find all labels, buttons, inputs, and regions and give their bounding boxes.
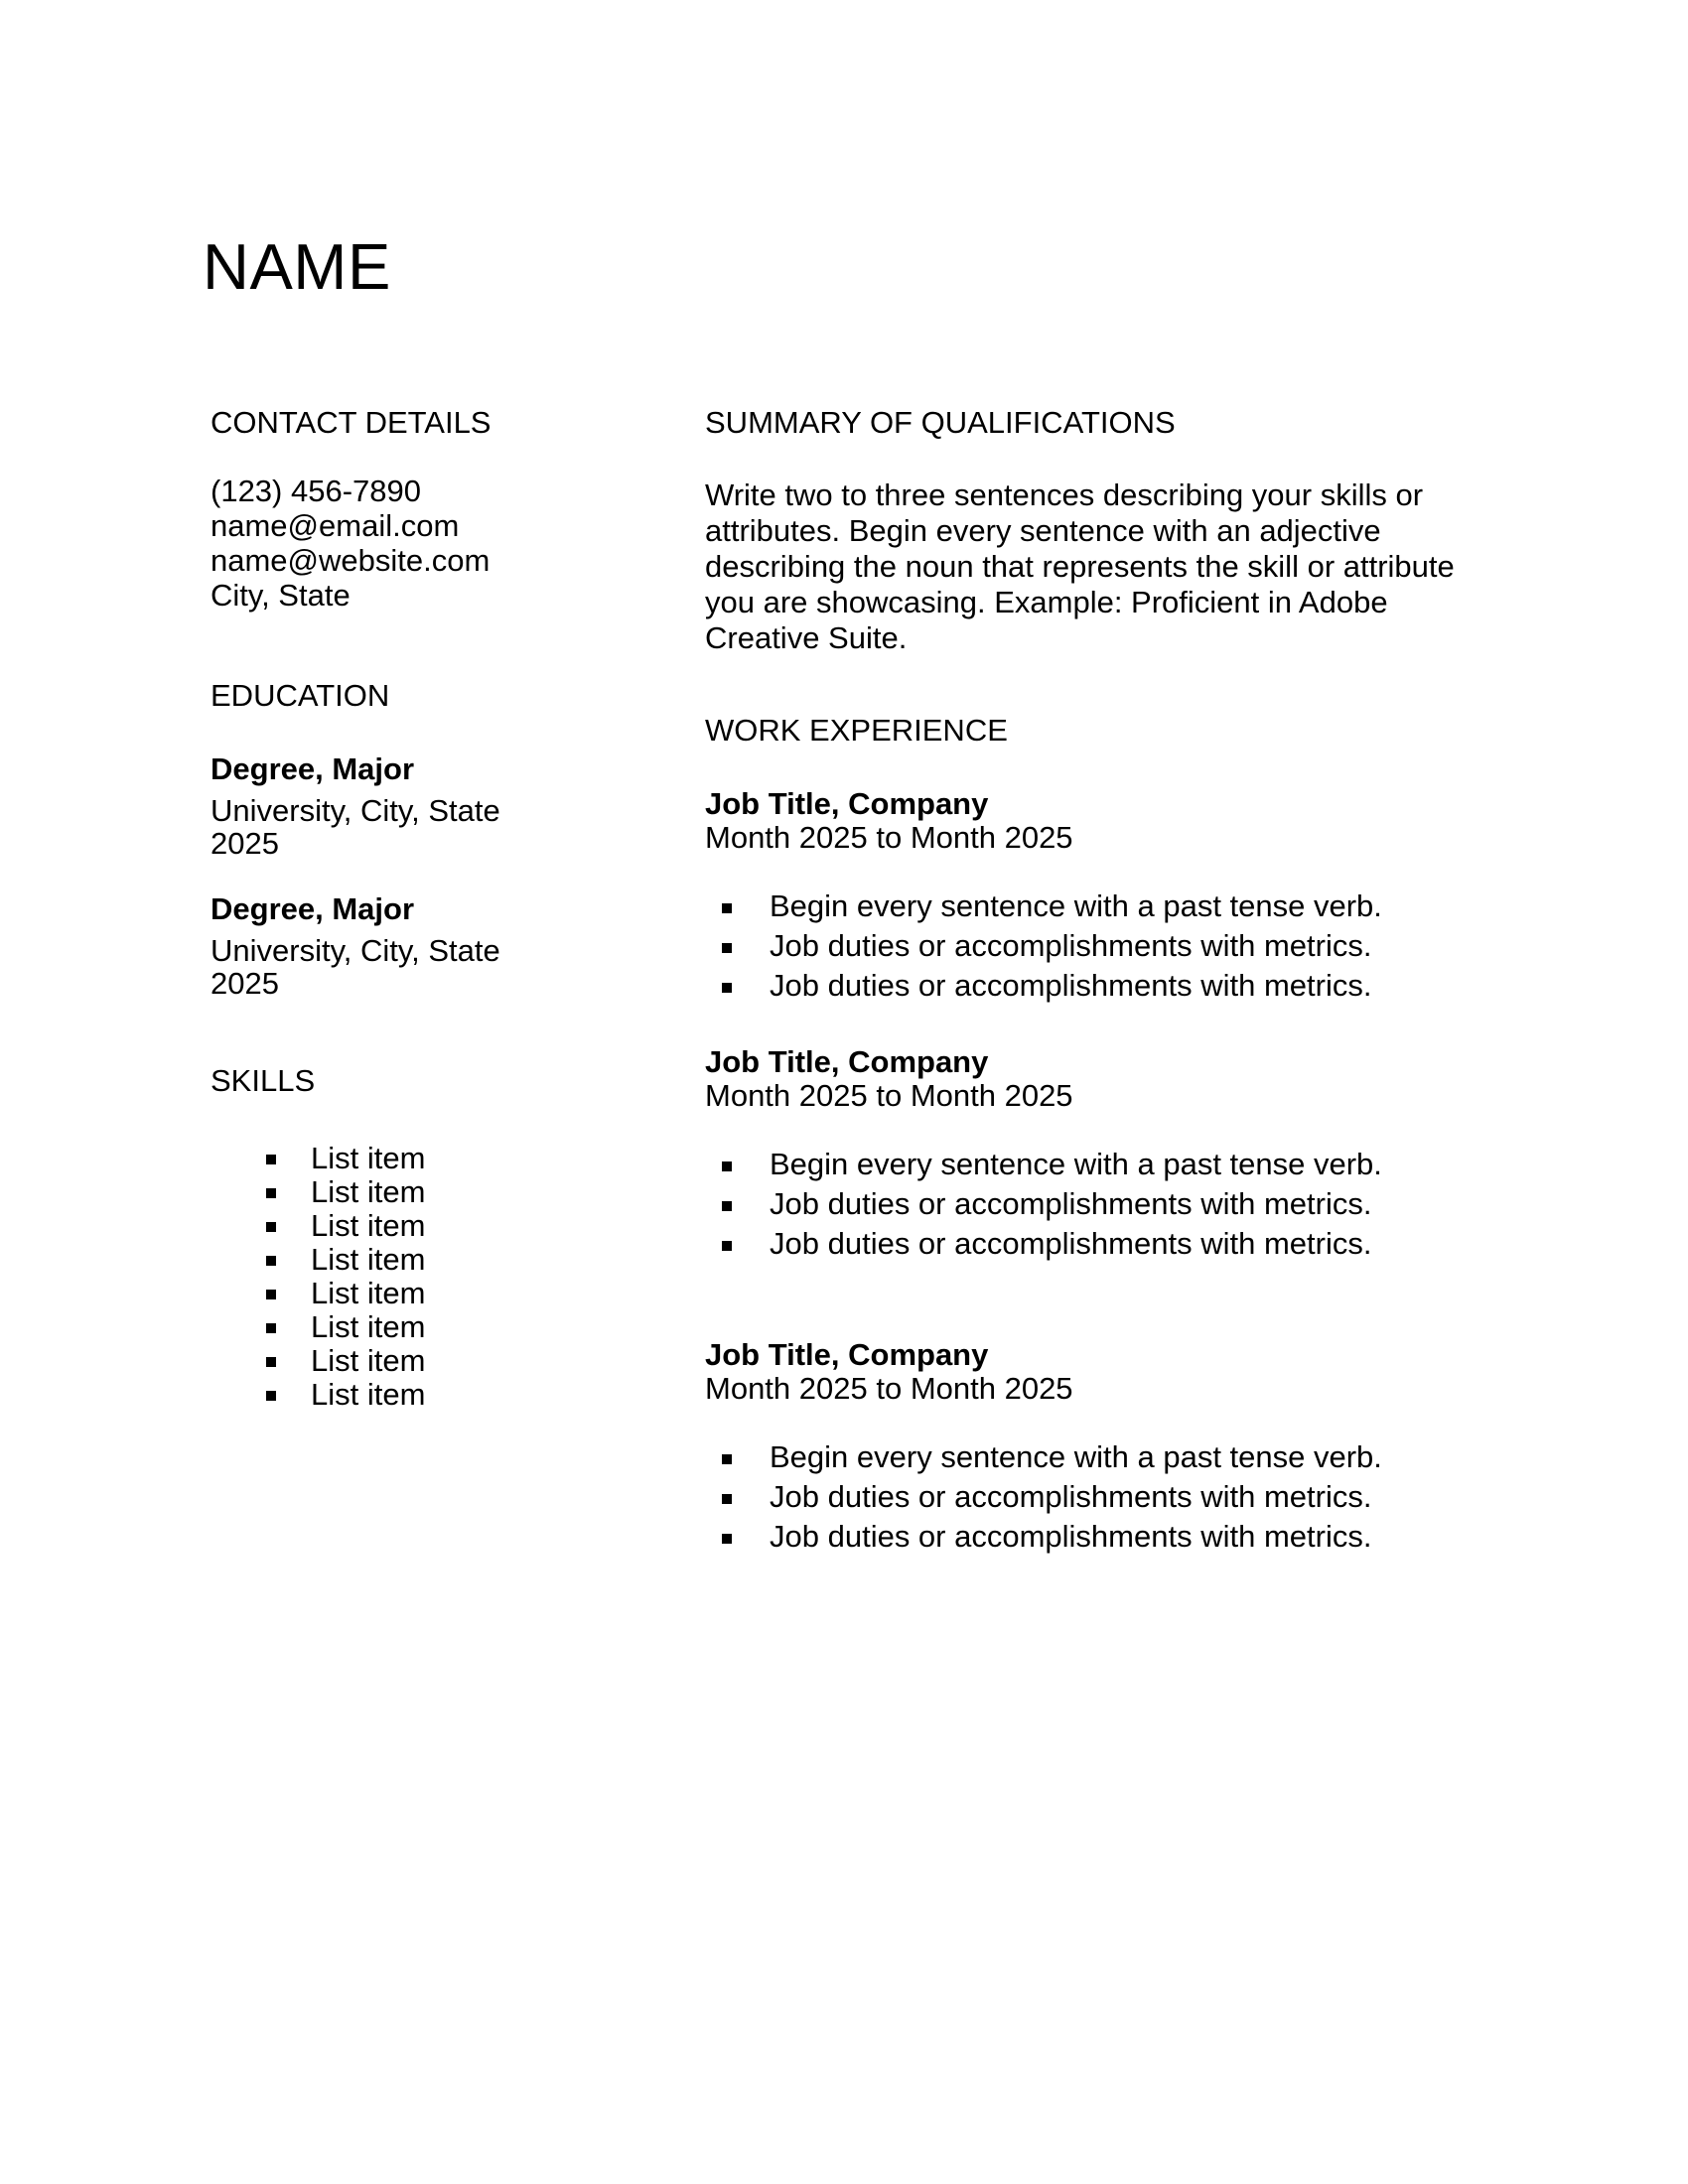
summary-heading: SUMMARY OF QUALIFICATIONS [705, 405, 1176, 440]
job-entry [705, 1337, 1472, 1554]
phone-number: (123) 456-7890 [211, 474, 421, 508]
job-bullet [705, 928, 1472, 963]
list-item-label: List item [311, 1242, 426, 1277]
contact-heading: CONTACT DETAILS [211, 405, 492, 440]
skills-section [211, 1063, 667, 1412]
list-item-label: List item [311, 1309, 426, 1344]
degree-title: Degree, Major [211, 751, 415, 786]
job-bullet-text: Job duties or accomplishments with metrics. [770, 968, 1372, 1003]
list-item [211, 1175, 667, 1209]
list-item [211, 1378, 667, 1412]
job-bullet [705, 1519, 1472, 1554]
job-bullet [705, 1226, 1472, 1261]
list-item [211, 1243, 667, 1277]
list-item-label: List item [311, 1377, 426, 1412]
list-item-label: List item [311, 1174, 426, 1209]
square-bullet-icon [266, 1391, 276, 1401]
square-bullet-icon [266, 1323, 276, 1333]
website-address: name@website.com [211, 543, 491, 578]
job-bullet-text: Begin every sentence with a past tense verb. [770, 1439, 1382, 1474]
email-address: name@email.com [211, 508, 460, 543]
job-bullet-text: Begin every sentence with a past tense verb. [770, 1147, 1382, 1181]
square-bullet-icon [722, 1161, 732, 1171]
education-heading: EDUCATION [211, 678, 390, 713]
skills-list [211, 1142, 667, 1412]
job-entry [705, 786, 1472, 1003]
square-bullet-icon [266, 1290, 276, 1299]
job-bullet-text: Job duties or accomplishments with metrics. [770, 1479, 1372, 1514]
university-line: University, City, State [211, 793, 500, 828]
job-bullet-list [705, 1147, 1472, 1261]
list-item [211, 1142, 667, 1175]
list-item [211, 1310, 667, 1344]
experience-section [705, 713, 1472, 1554]
square-bullet-icon [722, 1241, 732, 1251]
summary-paragraph: Write two to three sentences describing your skills or attributes. Begin every sentence with an adjective describing the noun that represents the skill or attribute you are showcasing. Example: Proficient in Adobe Creative Suite. [705, 478, 1455, 655]
square-bullet-icon [266, 1155, 276, 1164]
job-bullet-text: Job duties or accomplishments with metrics. [770, 1226, 1372, 1261]
job-dates: Month 2025 to Month 2025 [705, 1371, 1073, 1406]
square-bullet-icon [722, 1201, 732, 1211]
job-title: Job Title, Company [705, 786, 989, 821]
square-bullet-icon [266, 1188, 276, 1198]
square-bullet-icon [722, 903, 732, 913]
university-line: University, City, State [211, 933, 500, 968]
education-entry [211, 751, 667, 860]
city-state: City, State [211, 578, 351, 613]
square-bullet-icon [722, 943, 732, 953]
job-entry [705, 1044, 1472, 1261]
graduation-year: 2025 [211, 826, 279, 861]
job-bullet-text: Begin every sentence with a past tense verb. [770, 888, 1382, 923]
list-item-label: List item [311, 1141, 426, 1175]
job-bullet-text: Job duties or accomplishments with metrics. [770, 1186, 1372, 1221]
job-title: Job Title, Company [705, 1044, 989, 1079]
square-bullet-icon [722, 983, 732, 993]
square-bullet-icon [722, 1454, 732, 1464]
summary-section [705, 405, 1472, 656]
square-bullet-icon [722, 1494, 732, 1504]
square-bullet-icon [266, 1256, 276, 1266]
list-item-label: List item [311, 1343, 426, 1378]
job-bullet-list [705, 888, 1472, 1003]
job-bullet [705, 1147, 1472, 1181]
graduation-year: 2025 [211, 966, 279, 1001]
experience-heading: WORK EXPERIENCE [705, 713, 1008, 748]
job-bullet [705, 1439, 1472, 1474]
list-item [211, 1277, 667, 1310]
job-title: Job Title, Company [705, 1337, 989, 1372]
job-bullet-text: Job duties or accomplishments with metrics. [770, 928, 1372, 963]
skills-heading: SKILLS [211, 1063, 316, 1098]
education-section [211, 678, 667, 1000]
job-bullet-text: Job duties or accomplishments with metrics. [770, 1519, 1372, 1554]
degree-details [211, 794, 667, 860]
contact-section [211, 405, 667, 613]
degree-details [211, 934, 667, 1000]
list-item [211, 1344, 667, 1378]
job-bullet [705, 1186, 1472, 1221]
degree-title: Degree, Major [211, 891, 415, 926]
left-column [211, 405, 667, 1412]
contact-lines [211, 474, 667, 613]
job-dates: Month 2025 to Month 2025 [705, 820, 1073, 855]
list-item [211, 1209, 667, 1243]
job-dates: Month 2025 to Month 2025 [705, 1078, 1073, 1113]
job-bullet [705, 968, 1472, 1003]
list-item-label: List item [311, 1208, 426, 1243]
job-bullet [705, 888, 1472, 923]
square-bullet-icon [266, 1222, 276, 1232]
square-bullet-icon [722, 1534, 732, 1544]
list-item-label: List item [311, 1276, 426, 1310]
job-bullet [705, 1479, 1472, 1514]
education-entry [211, 891, 667, 1000]
square-bullet-icon [266, 1357, 276, 1367]
job-bullet-list [705, 1439, 1472, 1554]
right-column [705, 405, 1472, 1554]
page-title: NAME [203, 230, 391, 303]
